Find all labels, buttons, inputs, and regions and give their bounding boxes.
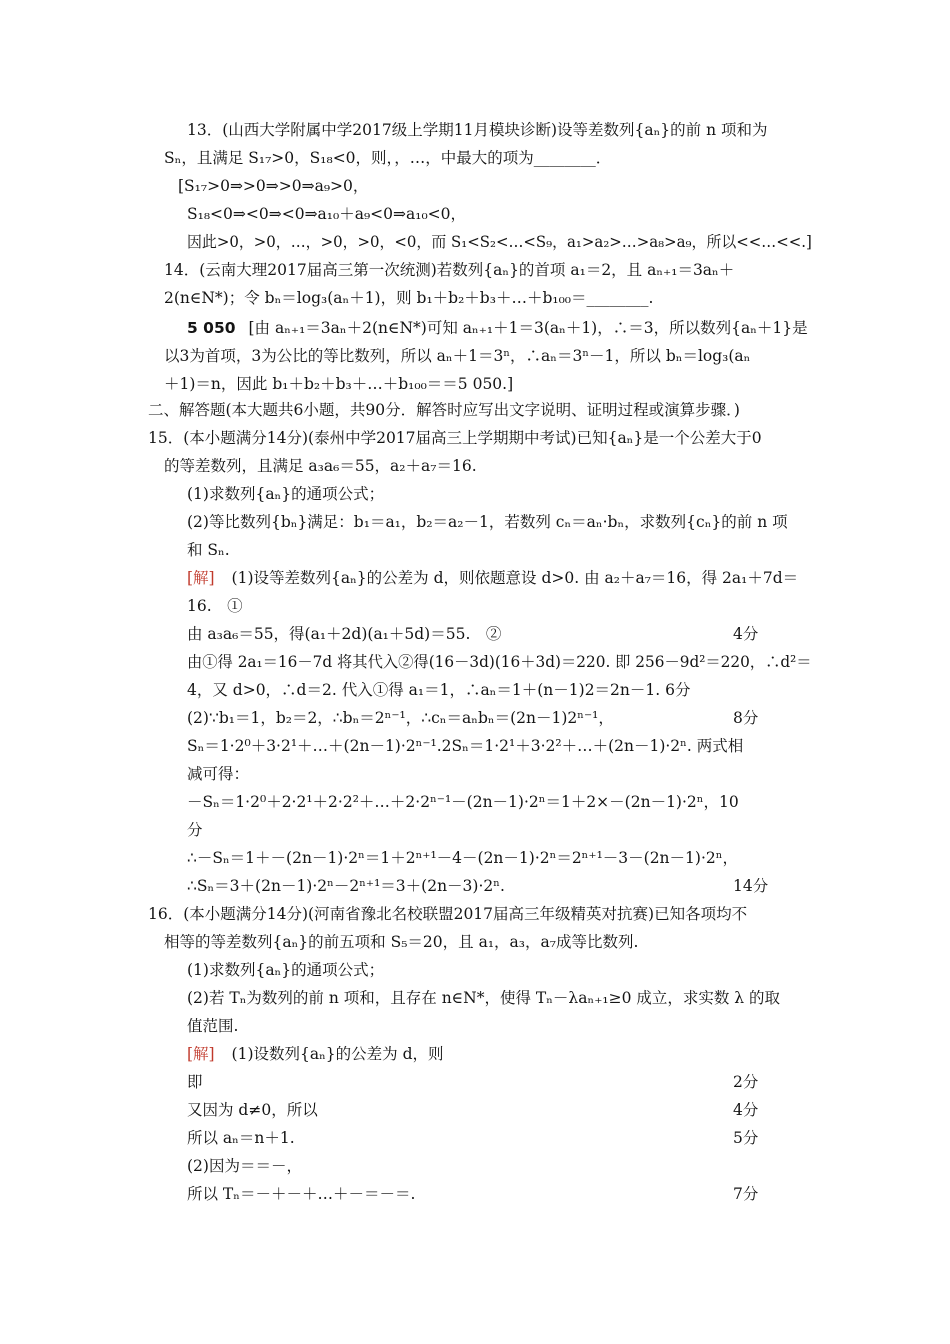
solution-15-line-12: ∴Sₙ＝3＋(2n－1)·2ⁿ－2ⁿ⁺¹＝3＋(2n－3)·2ⁿ.	[187, 877, 505, 895]
problem-16-part-2-line-2: 值范围.	[187, 1017, 239, 1035]
score-mark: 2分	[733, 1073, 759, 1091]
score-mark: 4分	[733, 625, 759, 643]
solution-15-line-9: －Sₙ＝1·2⁰＋2·2¹＋2·2²＋…＋2·2ⁿ⁻¹－(2n－1)·2ⁿ＝1＋2×－(2n－1)·2ⁿ，10	[187, 793, 739, 811]
score-mark: 4分	[733, 1101, 759, 1119]
solution-16-line-2: 即	[187, 1073, 203, 1091]
solution-15-line-11: ∴－Sₙ＝1＋－(2n－1)·2ⁿ＝1＋2ⁿ⁺¹－4－(2n－1)·2ⁿ＝2ⁿ⁺¹－3－(2n－1)·2ⁿ，	[187, 849, 738, 867]
solution-16-line-5: (2)因为＝＝－，	[187, 1157, 302, 1175]
problem-14-line-2: 2(n∈N*)；令 bₙ＝log₃(aₙ＋1)，则 b₁＋b₂＋b₃＋…＋b₁₀₀＝________.	[164, 289, 654, 307]
section-heading: 二、解答题(本大题共6小题，共90分．解答时应写出文字说明、证明过程或演算步骤．)	[148, 401, 740, 419]
problem-15-line-2: 的等差数列，且满足 a₃a₆＝55，a₂＋a₇＝16.	[164, 457, 477, 475]
score-mark: 8分	[733, 709, 759, 727]
solution-16-line-4: 所以 aₙ＝n＋1.	[187, 1129, 295, 1147]
score-mark: 14分	[733, 877, 769, 895]
solution-label: [解]	[187, 569, 215, 587]
solution-16-line-1	[187, 1040, 444, 1068]
solution-15-line-8: 减可得：	[187, 765, 250, 783]
solution-16-line-3: 又因为 d≠0，所以	[187, 1101, 318, 1119]
answer-14-line-3: ＋1)＝n，因此 b₁＋b₂＋b₃＋…＋b₁₀₀＝＝5 050.]	[164, 375, 514, 393]
answer-14-line-1	[187, 314, 808, 342]
problem-16-part-1: (1)求数列{aₙ}的通项公式；	[187, 961, 385, 979]
problem-14-line-1: 14．(云南大理2017届高三第一次统测)若数列{aₙ}的首项 a₁＝2，且 aₙ₊₁＝3aₙ＋	[164, 261, 735, 279]
solution-16-text-1: (1)设数列{aₙ}的公差为 d，则	[231, 1045, 444, 1063]
solution-label: [解]	[187, 1045, 215, 1063]
solution-15-line-6: (2)∵b₁＝1，b₂＝2，∴bₙ＝2ⁿ⁻¹，∴cₙ＝aₙbₙ＝(2n－1)2ⁿ⁻¹，	[187, 709, 614, 727]
answer-13-line-2: S₁₈<0⇒<0⇒<0⇒a₁₀＋a₉<0⇒a₁₀<0，	[187, 205, 467, 223]
answer-14-line-2: 以3为首项，3为公比的等比数列，所以 aₙ＋1＝3ⁿ，∴aₙ＝3ⁿ－1，所以 bₙ＝log₃(aₙ	[164, 347, 751, 365]
problem-13-line-2: Sₙ，且满足 S₁₇>0，S₁₈<0，则，，…，中最大的项为________．	[164, 149, 612, 167]
solution-15-line-5: 4，又 d>0，∴d＝2. 代入①得 a₁＝1，∴aₙ＝1＋(n－1)2＝2n－1. 6分	[187, 681, 691, 699]
answer-13-line-1: [S₁₇>0⇒>0⇒>0⇒a₉>0，	[178, 177, 369, 195]
problem-15-part-1: (1)求数列{aₙ}的通项公式；	[187, 485, 385, 503]
score-mark: 7分	[733, 1185, 759, 1203]
score-mark: 5分	[733, 1129, 759, 1147]
problem-15-part-2-line-2: 和 Sₙ.	[187, 541, 230, 559]
problem-16-part-2-line-1: (2)若 Tₙ为数列的前 n 项和，且存在 n∈N*，使得 Tₙ－λaₙ₊₁≥0 成立，求实数 λ 的取	[187, 989, 781, 1007]
answer-14-value: 5 050	[187, 319, 236, 337]
solution-15-line-3: 由 a₃a₆＝55，得(a₁＋2d)(a₁＋5d)＝55. ②	[187, 625, 502, 643]
solution-15-text-1: (1)设等差数列{aₙ}的公差为 d，则依题意设 d>0. 由 a₂＋a₇＝16，得 2a₁＋7d＝	[231, 569, 799, 587]
solution-15-line-1	[187, 564, 798, 592]
problem-16-line-2: 相等的等差数列{aₙ}的前五项和 S₅＝20，且 a₁，a₃，a₇成等比数列.	[164, 933, 639, 951]
problem-13-line-1: 13．(山西大学附属中学2017级上学期11月模块诊断)设等差数列{aₙ}的前 n 项和为	[187, 121, 768, 139]
solution-15-line-2: 16. ①	[187, 597, 243, 615]
answer-14-explanation: [由 aₙ₊₁＝3aₙ＋2(n∈N*)可知 aₙ₊₁＋1＝3(aₙ＋1)，∴＝3，所以数列{aₙ＋1}是	[248, 319, 808, 337]
solution-15-line-4: 由①得 2a₁＝16－7d 将其代入②得(16－3d)(16＋3d)＝220. 即 256－9d²＝220，∴d²＝	[187, 653, 812, 671]
problem-16-line-1: 16．(本小题满分14分)(河南省豫北名校联盟2017届高三年级精英对抗赛)已知各项均不	[148, 905, 748, 923]
solution-16-line-6: 所以 Tₙ＝－＋－＋…＋－＝－＝.	[187, 1185, 416, 1203]
problem-15-line-1: 15．(本小题满分14分)(泰州中学2017届高三上学期期中考试)已知{aₙ}是一个公差大于0	[148, 429, 762, 447]
solution-15-line-10: 分	[187, 821, 203, 839]
problem-15-part-2-line-1: (2)等比数列{bₙ}满足：b₁＝a₁，b₂＝a₂－1，若数列 cₙ＝aₙ·bₙ，求数列{cₙ}的前 n 项	[187, 513, 788, 531]
solution-15-line-7: Sₙ＝1·2⁰＋3·2¹＋…＋(2n－1)·2ⁿ⁻¹.2Sₙ＝1·2¹＋3·2²＋…＋(2n－1)·2ⁿ. 两式相	[187, 737, 744, 755]
answer-13-line-3: 因此>0，>0，…，>0，>0，<0，而 S₁<S₂<…<S₉，a₁>a₂>…>a₈>a₉，所以<<…<<.]	[187, 233, 812, 251]
